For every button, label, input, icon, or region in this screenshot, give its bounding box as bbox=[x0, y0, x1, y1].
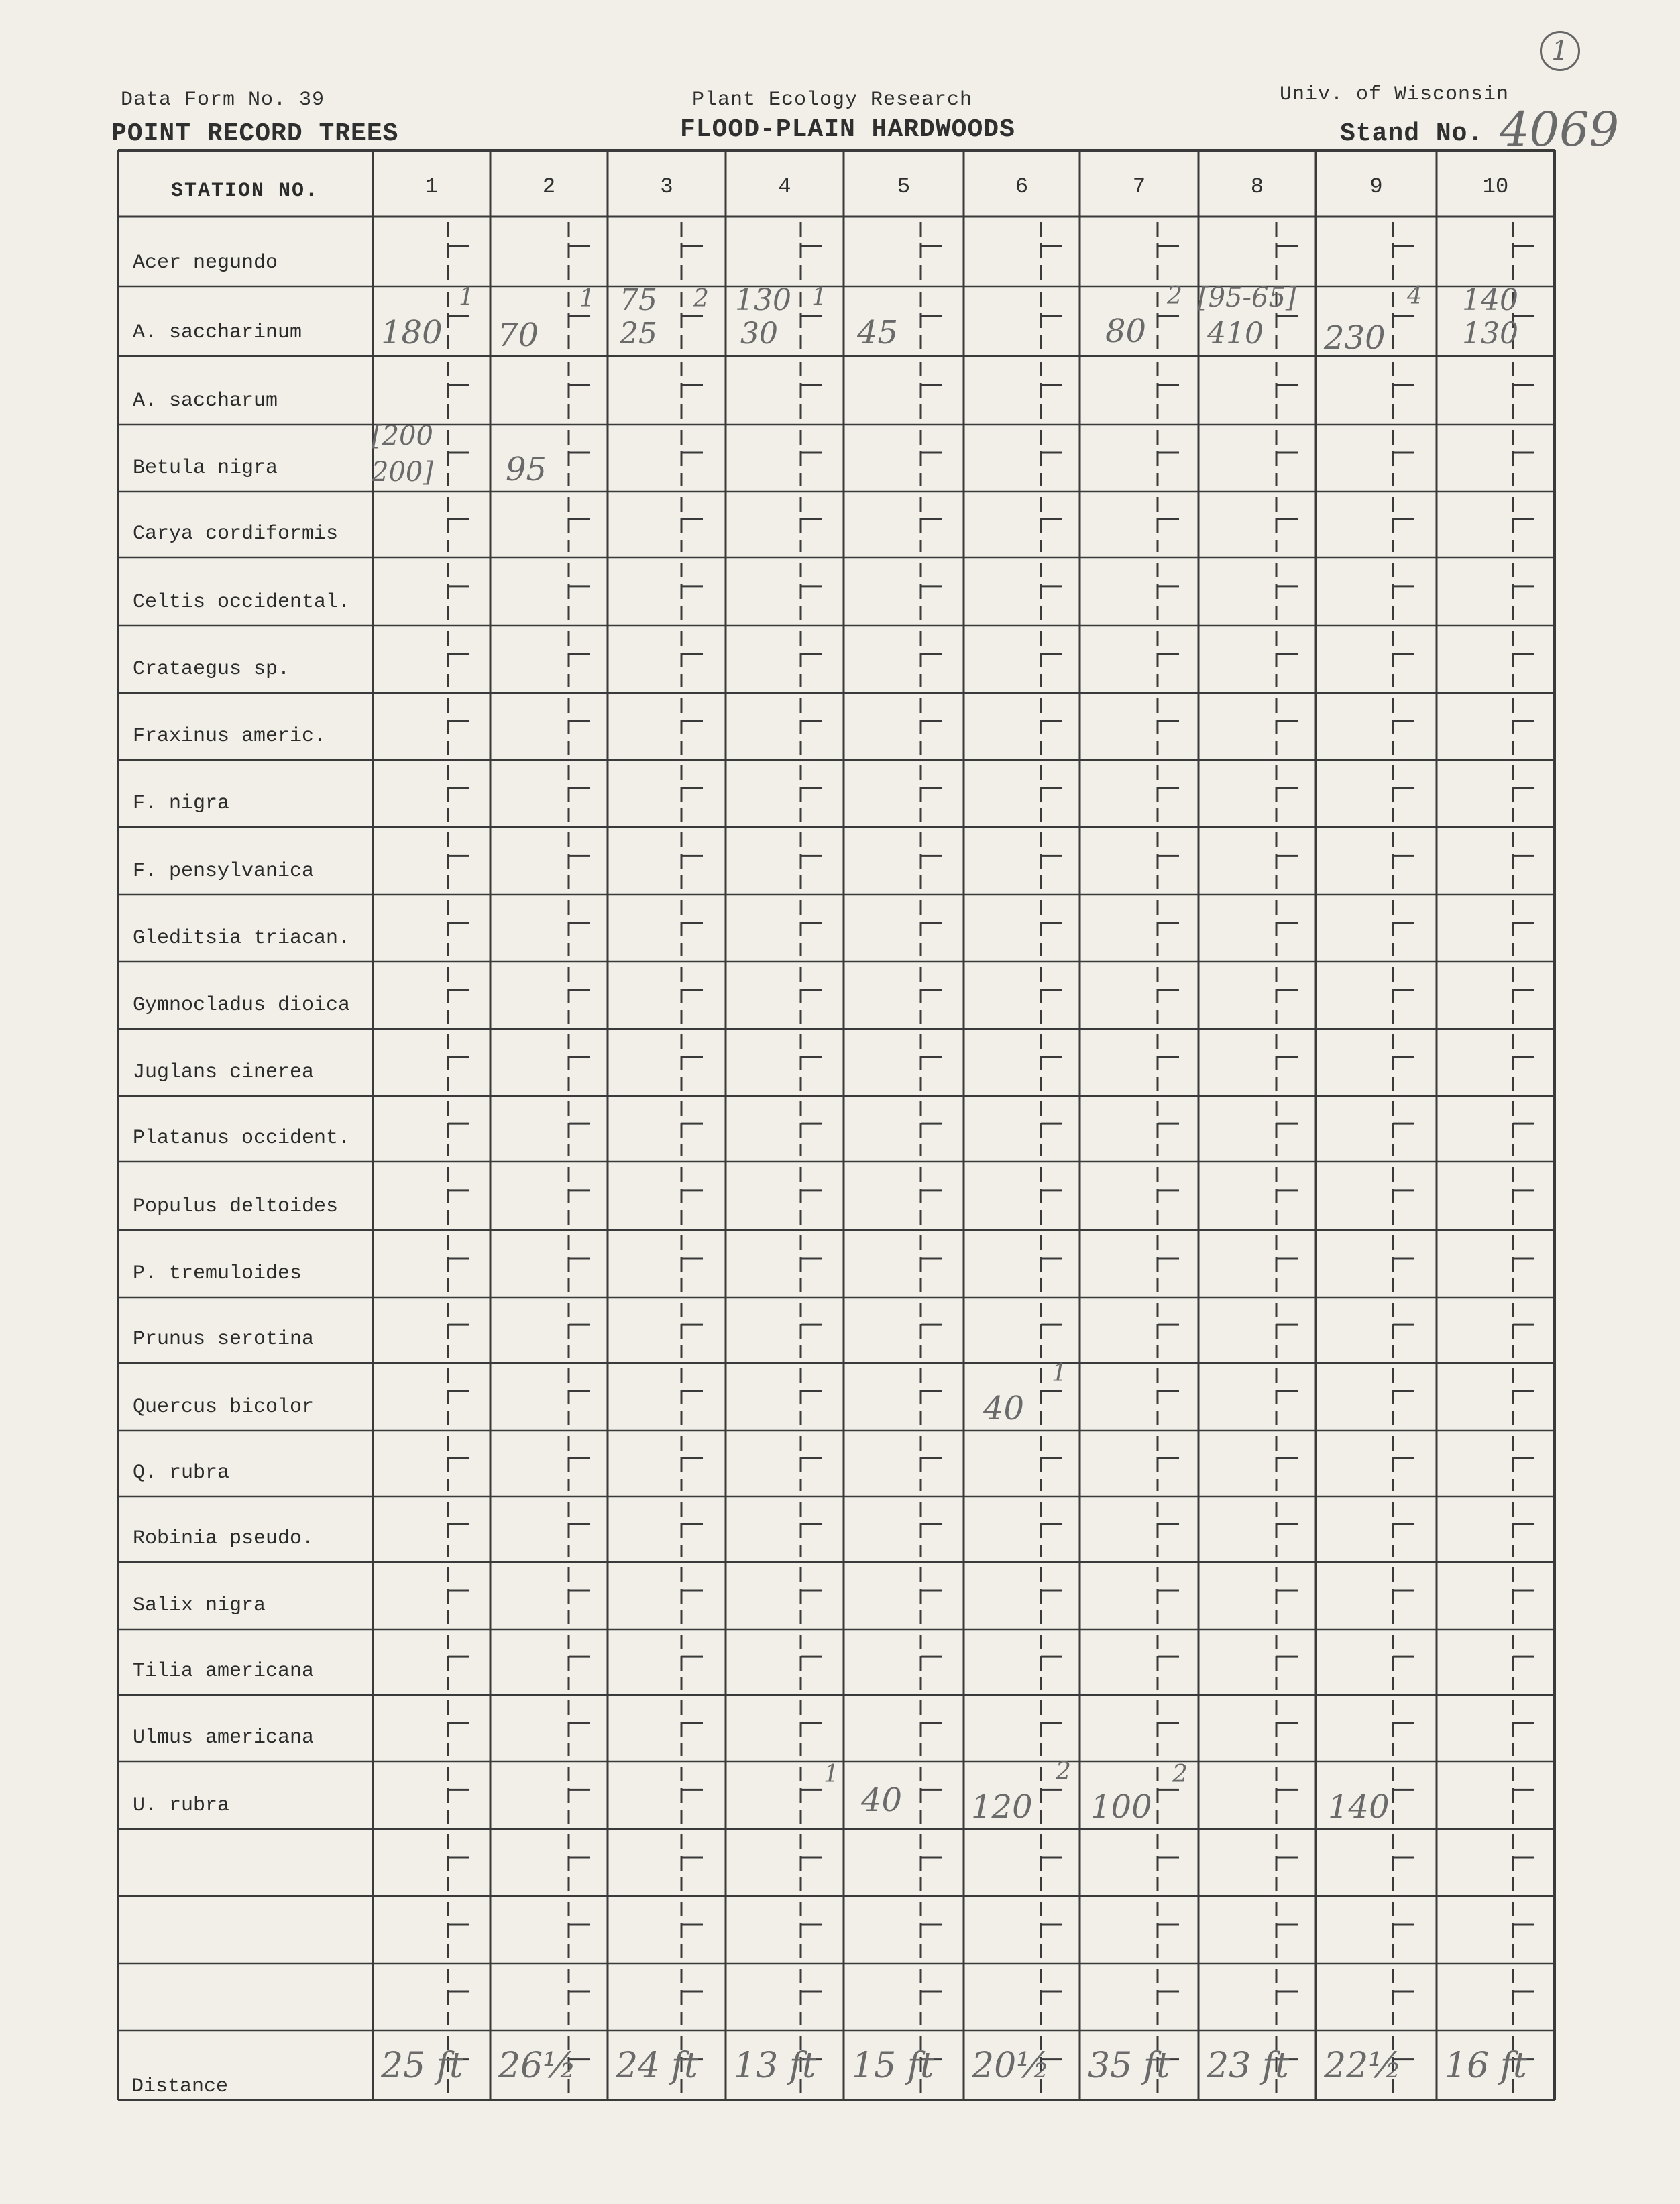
species-label: A. saccharinum bbox=[133, 321, 302, 344]
entry-ulmus-rubra-s5: 40 bbox=[861, 1781, 903, 1819]
count-acer-saccharinum-s4: 1 bbox=[811, 284, 827, 311]
entry-acer-saccharinum-s4-b: 30 bbox=[740, 317, 778, 351]
station-number-6: 6 bbox=[1015, 174, 1029, 199]
species-label: Robinia pseudo. bbox=[133, 1527, 315, 1550]
species-label: Ulmus americana bbox=[133, 1726, 315, 1749]
entry-acer-saccharinum-s10-b: 130 bbox=[1462, 317, 1518, 351]
species-label: U. rubra bbox=[133, 1794, 230, 1817]
count-ulmus-rubra-s4: 1 bbox=[824, 1761, 839, 1788]
stand-number: 4069 bbox=[1500, 102, 1620, 157]
entry-acer-saccharinum-s4: 130 bbox=[735, 283, 791, 317]
station-number-4: 4 bbox=[778, 174, 791, 199]
university-label: Univ. of Wisconsin bbox=[1280, 83, 1510, 106]
page-number: 1 bbox=[1551, 36, 1569, 66]
entry-ulmus-rubra-s9: 140 bbox=[1328, 1788, 1390, 1826]
distance-label: Distance bbox=[131, 2075, 229, 2098]
entry-acer-saccharinum-s9: 230 bbox=[1324, 319, 1386, 357]
count-acer-saccharinum-s3: 2 bbox=[693, 285, 709, 313]
species-label: Prunus serotina bbox=[133, 1328, 315, 1351]
species-label: A. saccharum bbox=[133, 390, 278, 412]
stand-label: Stand No. bbox=[1340, 119, 1484, 148]
distance-value-5: 15 ft bbox=[852, 2046, 934, 2086]
distance-value-6: 20½ bbox=[972, 2046, 1050, 2086]
station-number-5: 5 bbox=[897, 174, 911, 199]
distance-value-3: 24 ft bbox=[616, 2046, 698, 2086]
entry-acer-saccharinum-s3: 75 bbox=[620, 283, 657, 317]
station-number-1: 1 bbox=[425, 174, 439, 199]
distance-value-2: 26½ bbox=[498, 2046, 577, 2086]
research-title: Plant Ecology Research bbox=[692, 89, 973, 111]
station-label: STATION NO. bbox=[171, 180, 319, 203]
entry-acer-saccharinum-s10: 140 bbox=[1462, 283, 1518, 317]
entry-acer-saccharinum-s1: 180 bbox=[381, 314, 443, 351]
entry-acer-saccharinum-s3-b: 25 bbox=[620, 317, 657, 351]
entry-betula-nigra-s1: [200 bbox=[372, 421, 433, 451]
distance-value-1: 25 ft bbox=[381, 2046, 463, 2086]
count-quercus-bicolor-s6: 1 bbox=[1052, 1360, 1067, 1387]
species-label: Betula nigra bbox=[133, 457, 278, 480]
species-label: Salix nigra bbox=[133, 1594, 266, 1617]
entry-betula-nigra-s1-b: 200] bbox=[372, 457, 433, 488]
entry-acer-saccharinum-s8-b: 410 bbox=[1207, 317, 1264, 351]
species-label: Carya cordiformis bbox=[133, 522, 339, 545]
distance-value-8: 23 ft bbox=[1207, 2046, 1289, 2086]
station-number-9: 9 bbox=[1369, 174, 1383, 199]
species-label: Platanus occident. bbox=[133, 1127, 351, 1150]
entry-betula-nigra-s2: 95 bbox=[506, 451, 547, 488]
entry-acer-saccharinum-s2: 70 bbox=[498, 317, 539, 354]
species-label: Celtis occidental. bbox=[133, 591, 351, 614]
entry-acer-saccharinum-s5: 45 bbox=[857, 314, 899, 351]
species-label: Tilia americana bbox=[133, 1660, 315, 1683]
species-label: Acer negundo bbox=[133, 252, 278, 274]
form-number: Data Form No. 39 bbox=[121, 89, 325, 111]
distance-value-4: 13 ft bbox=[734, 2046, 816, 2086]
species-label: Fraxinus americ. bbox=[133, 725, 327, 748]
species-label: Populus deltoides bbox=[133, 1195, 339, 1218]
count-acer-saccharinum-s1: 1 bbox=[459, 284, 474, 311]
community-title: FLOOD-PLAIN HARDWOODS bbox=[680, 115, 1015, 144]
station-number-10: 10 bbox=[1482, 174, 1509, 199]
count-ulmus-rubra-s6: 2 bbox=[1056, 1758, 1071, 1785]
count-acer-saccharinum-s7: 2 bbox=[1167, 282, 1182, 310]
species-label: Crataegus sp. bbox=[133, 658, 290, 681]
station-number-3: 3 bbox=[660, 174, 673, 199]
entry-ulmus-rubra-s6: 120 bbox=[971, 1788, 1033, 1826]
species-label: Quercus bicolor bbox=[133, 1396, 315, 1419]
count-acer-saccharinum-s2: 1 bbox=[579, 285, 595, 313]
species-label: Q. rubra bbox=[133, 1462, 230, 1484]
species-label: P. tremuloides bbox=[133, 1262, 302, 1285]
station-number-2: 2 bbox=[542, 174, 556, 199]
species-label: Gymnocladus dioica bbox=[133, 994, 351, 1017]
distance-value-7: 35 ft bbox=[1088, 2046, 1170, 2086]
entry-acer-saccharinum-s8: [95-65] bbox=[1198, 282, 1296, 313]
distance-value-9: 22½ bbox=[1324, 2046, 1402, 2086]
species-label: F. pensylvanica bbox=[133, 860, 315, 883]
distance-value-10: 16 ft bbox=[1445, 2046, 1527, 2086]
species-label: Juglans cinerea bbox=[133, 1061, 315, 1084]
species-label: F. nigra bbox=[133, 792, 230, 815]
entry-acer-saccharinum-s7: 80 bbox=[1105, 313, 1147, 350]
entry-quercus-bicolor-s6: 40 bbox=[983, 1390, 1025, 1427]
station-number-7: 7 bbox=[1132, 174, 1146, 199]
entry-ulmus-rubra-s7: 100 bbox=[1090, 1788, 1152, 1826]
station-number-8: 8 bbox=[1250, 174, 1264, 199]
form-title: POINT RECORD TREES bbox=[111, 119, 399, 148]
species-label: Gleditsia triacan. bbox=[133, 927, 351, 950]
count-ulmus-rubra-s7: 2 bbox=[1172, 1761, 1188, 1788]
count-acer-saccharinum-s9: 4 bbox=[1407, 282, 1422, 310]
